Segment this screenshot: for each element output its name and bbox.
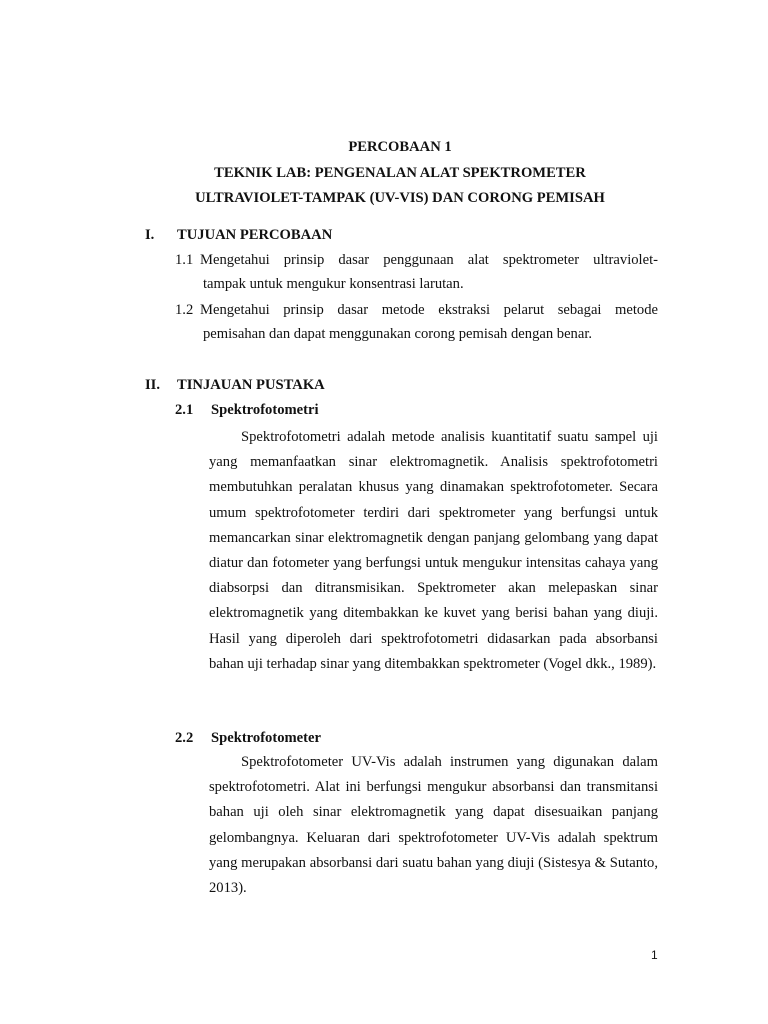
subsection-title: Spektrofotometer xyxy=(211,730,321,746)
item-text-line: Mengetahui prinsip dasar penggunaan alat spektrometer ultraviolet- xyxy=(200,252,658,268)
subsection-heading-spektrofotometer xyxy=(175,730,321,747)
document-title-line-1: TEKNIK LAB: PENGENALAN ALAT SPEKTROMETER xyxy=(214,165,586,181)
section-title: TUJUAN PERCOBAAN xyxy=(177,227,333,243)
item-text-line: tampak untuk mengukur konsentrasi larutan. xyxy=(203,276,464,292)
objective-item xyxy=(175,298,658,346)
paragraph-spektrofotometri xyxy=(209,425,658,677)
subsection-title: Spektrofotometri xyxy=(211,402,319,418)
paragraph-text: Spektrofotometri adalah metode analisis kuantitatif suatu sampel uji yang memanfaatkan sinar elektromagnetik. Analisis spektrofotometri membutuhkan peralatan khusus yang dinamakan spektrofotometer. Secara umum spektrofotometer terdiri dari spektrometer yang berfungsi untuk memancarkan sinar elektromagnetik dengan panjang gelombang yang dapat diatur dan fotometer yang berfungsi untuk mengukur intensitas cahaya yang diabsorpsi dan ditransmisikan. Spektrometer akan melepaskan sinar elektromagnetik yang ditembakkan ke kuvet yang berisi bahan yang diuji. Hasil yang diperoleh dari spektrofotometri didasarkan pada absorbansi bahan uji terhadap sinar yang ditembakkan spektrometer (Vogel dkk., 1989). xyxy=(209,429,658,672)
item-number: 1.2 xyxy=(175,302,194,318)
subsection-heading-spektrofotometri xyxy=(175,402,319,419)
item-text-line: Mengetahui prinsip dasar metode ekstraksi pelarut sebagai metode xyxy=(200,302,658,318)
paragraph-spektrofotometer xyxy=(209,750,658,901)
item-number: 1.1 xyxy=(175,252,194,268)
section-heading-tujuan xyxy=(145,227,332,244)
paragraph-text: Spektrofotometer UV-Vis adalah instrumen yang digunakan dalam spektrofotometri. Alat ini berfungsi mengukur absorbansi dan transmitansi bahan uji oleh sinar elektromagnetik yang dapat disesuaikan panjang gelombangnya. Keluaran dari spektrofotometer UV-Vis adalah spektrum yang merupakan absorbansi dari suatu bahan yang diuji (Sistesya & Sutanto, 2013). xyxy=(209,754,658,897)
document-title-line-2: ULTRAVIOLET-TAMPAK (UV-VIS) DAN CORONG PEMISAH xyxy=(195,190,605,206)
section-number: II. xyxy=(145,377,161,393)
page-number: 1 xyxy=(651,948,658,962)
section-title: TINJAUAN PUSTAKA xyxy=(177,377,325,393)
section-number: I. xyxy=(145,227,155,243)
subsection-number: 2.2 xyxy=(175,730,194,746)
experiment-title: PERCOBAAN 1 xyxy=(348,139,452,155)
section-heading-tinjauan xyxy=(145,377,325,394)
item-text-line: pemisahan dan dapat menggunakan corong pemisah dengan benar. xyxy=(203,326,593,342)
objective-item xyxy=(175,248,658,296)
subsection-number: 2.1 xyxy=(175,402,194,418)
